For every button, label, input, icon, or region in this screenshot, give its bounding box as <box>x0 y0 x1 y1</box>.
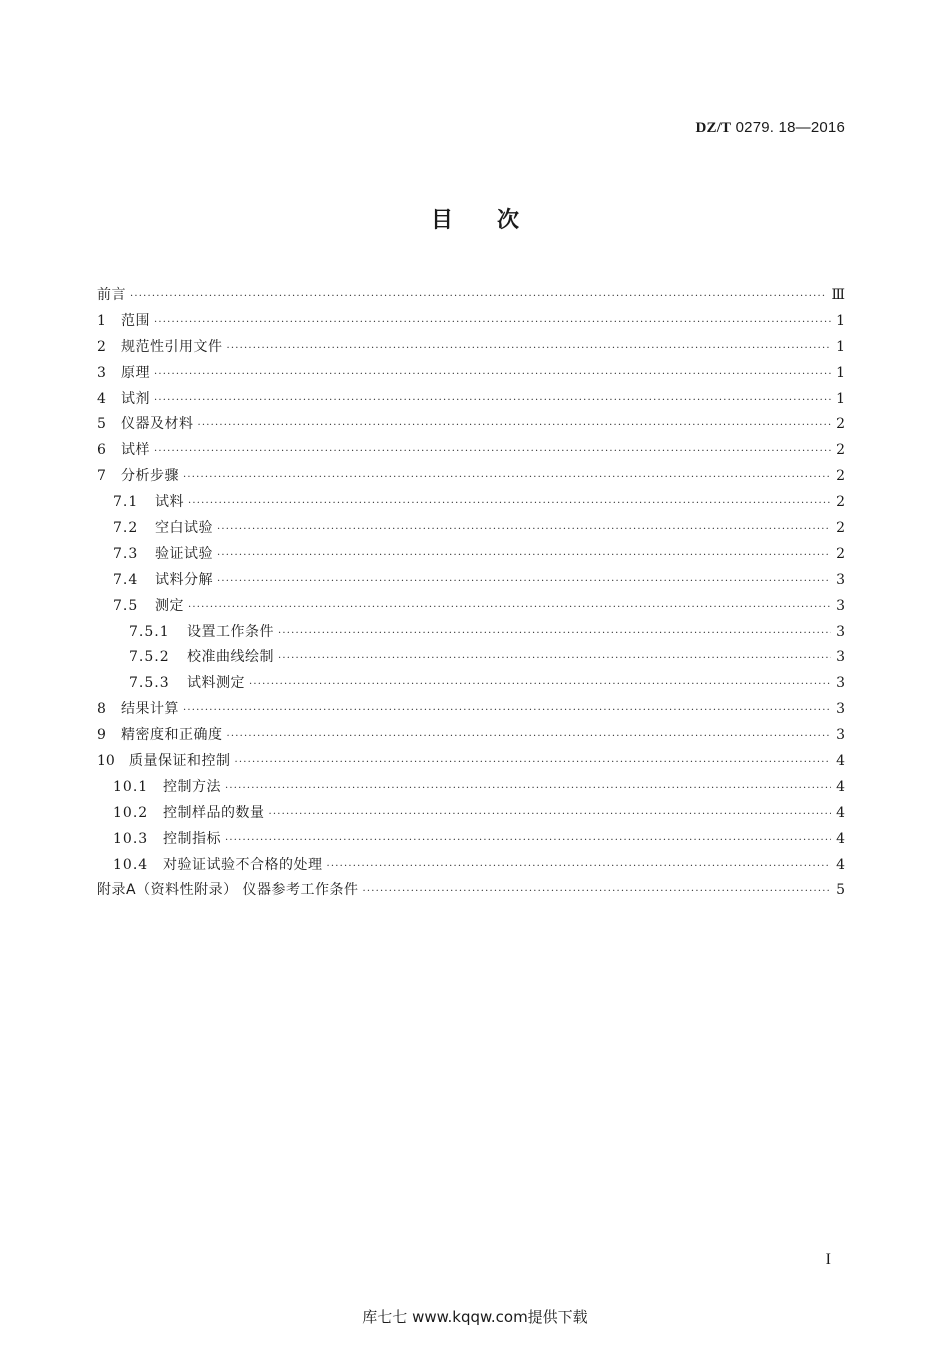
toc-entry-label: 分析步骤 <box>121 468 179 485</box>
toc-entry-label: 精密度和正确度 <box>121 727 223 744</box>
toc-entry[interactable] <box>97 336 845 362</box>
page-number: I <box>825 1251 831 1268</box>
toc-entry-label: 结果计算 <box>121 701 179 718</box>
toc-entry-page: 1 <box>836 390 845 407</box>
toc-entry-page: 3 <box>836 571 845 588</box>
toc-entry[interactable] <box>97 698 845 724</box>
toc-dot-leader <box>130 291 827 302</box>
toc-dot-leader <box>154 395 831 406</box>
toc-entry[interactable] <box>97 413 845 439</box>
toc-entry[interactable] <box>97 802 845 828</box>
toc-entry-page: 4 <box>836 804 845 821</box>
toc-entry[interactable] <box>97 750 845 776</box>
toc-dot-leader <box>154 369 831 380</box>
toc-entry-label: 附录A（资料性附录） 仪器参考工作条件 <box>97 882 359 899</box>
toc-entry-number: 7.5.2 <box>129 649 170 666</box>
toc-entry-number: 8 <box>97 701 106 718</box>
toc-entry-page: 1 <box>836 312 845 329</box>
toc-entry-page: 4 <box>836 753 845 770</box>
toc-dot-leader <box>278 628 831 639</box>
toc-dot-leader <box>154 446 831 457</box>
toc-entry-page: 4 <box>836 778 845 795</box>
toc-entry-page: 3 <box>836 623 845 640</box>
toc-entry-number: 10 <box>97 753 115 770</box>
toc-entry-page: 2 <box>836 520 845 537</box>
toc-entry-label: 原理 <box>121 364 150 381</box>
toc-entry-number: 7.2 <box>113 520 139 537</box>
toc-entry-label: 试料分解 <box>155 571 213 588</box>
toc-entry-label: 控制样品的数量 <box>163 804 265 821</box>
toc-dot-leader <box>227 731 832 742</box>
toc-entry-number: 10.4 <box>113 856 149 873</box>
standard-number: 0279. 18—2016 <box>735 119 845 136</box>
toc-entry[interactable] <box>97 465 845 491</box>
toc-entry-number: 7.1 <box>113 494 139 511</box>
download-footer: 库七七 www.kqqw.com提供下载 <box>362 1308 588 1326</box>
toc-entry-page: 2 <box>836 442 845 459</box>
toc-entry[interactable] <box>97 724 845 750</box>
toc-entry-label: 试料 <box>155 494 184 511</box>
toc-entry-page: 1 <box>836 338 845 355</box>
toc-entry-number: 7.4 <box>113 571 139 588</box>
toc-dot-leader <box>327 861 832 872</box>
toc-dot-leader <box>188 602 831 613</box>
toc-dot-leader <box>198 420 832 431</box>
toc-entry-page: 5 <box>836 882 845 899</box>
toc-dot-leader <box>154 317 831 328</box>
toc-entry-page: 4 <box>836 856 845 873</box>
toc-entry-label: 试料测定 <box>187 675 245 692</box>
toc-entry-label: 控制指标 <box>163 830 221 847</box>
toc-entry[interactable] <box>97 776 845 802</box>
toc-entry-label: 测定 <box>155 597 184 614</box>
toc-dot-leader <box>269 809 832 820</box>
toc-dot-leader <box>217 576 831 587</box>
toc-entry-page: 1 <box>836 364 845 381</box>
toc-entry-page: 3 <box>836 597 845 614</box>
toc-entry-label: 规范性引用文件 <box>121 338 223 355</box>
toc-entry[interactable] <box>97 439 845 465</box>
toc-dot-leader <box>183 472 831 483</box>
toc-entry-number: 7 <box>97 468 106 485</box>
toc-entry-label: 试样 <box>121 442 150 459</box>
toc-dot-leader <box>188 498 831 509</box>
toc-entry-label: 空白试验 <box>155 520 213 537</box>
toc-entry-page: 2 <box>836 416 845 433</box>
toc-entry-label: 前言 <box>97 287 126 303</box>
toc-entry[interactable] <box>97 595 845 621</box>
toc-dot-leader <box>217 524 831 535</box>
toc-entry[interactable] <box>97 310 845 336</box>
toc-entry[interactable] <box>97 621 845 647</box>
toc-dot-leader <box>249 679 831 690</box>
toc-dot-leader <box>278 653 831 664</box>
toc-dot-leader <box>225 835 831 846</box>
toc-entry-page: 2 <box>836 468 845 485</box>
toc-entry-number: 5 <box>97 416 106 433</box>
toc-entry-number: 7.5.1 <box>129 623 170 640</box>
toc-entry-label: 对验证试验不合格的处理 <box>163 856 323 873</box>
toc-entry-number: 3 <box>97 364 106 381</box>
toc-entry-label: 质量保证和控制 <box>129 753 231 770</box>
toc-entry-page: 3 <box>836 649 845 666</box>
toc-dot-leader <box>363 886 831 897</box>
toc-entry-label: 试剂 <box>121 390 150 407</box>
toc-dot-leader <box>217 550 831 561</box>
toc-entry-number: 10.1 <box>113 778 149 795</box>
toc-entry[interactable] <box>97 569 845 595</box>
toc-entry-number: 7.5 <box>113 597 139 614</box>
toc-entry[interactable] <box>97 879 845 905</box>
toc-dot-leader <box>225 783 831 794</box>
toc-entry-number: 4 <box>97 390 106 407</box>
toc-dot-leader <box>183 705 831 716</box>
toc-entry-number: 1 <box>97 312 106 329</box>
toc-entry[interactable] <box>97 284 845 310</box>
toc-entry-page: Ⅲ <box>831 287 845 303</box>
toc-dot-leader <box>227 343 832 354</box>
toc-entry-label: 仪器及材料 <box>121 416 194 433</box>
toc-entry-number: 7.5.3 <box>129 675 170 692</box>
toc-entry[interactable] <box>97 543 845 569</box>
toc-entry[interactable] <box>97 517 845 543</box>
toc-entry[interactable] <box>97 362 845 388</box>
toc-entry-number: 2 <box>97 338 106 355</box>
table-of-contents <box>97 284 845 905</box>
toc-entry-page: 3 <box>836 675 845 692</box>
toc-dot-leader <box>235 757 832 768</box>
toc-entry-label: 控制方法 <box>163 778 221 795</box>
toc-entry[interactable] <box>97 828 845 854</box>
toc-entry-page: 4 <box>836 830 845 847</box>
toc-entry-label: 设置工作条件 <box>187 623 274 640</box>
standard-code <box>695 119 845 137</box>
toc-entry[interactable] <box>97 854 845 880</box>
toc-entry-number: 10.3 <box>113 830 149 847</box>
toc-entry-page: 3 <box>836 701 845 718</box>
toc-entry-label: 范围 <box>121 312 150 329</box>
toc-entry-number: 7.3 <box>113 545 139 562</box>
toc-entry-page: 2 <box>836 494 845 511</box>
standard-prefix: DZ/T <box>695 120 732 136</box>
toc-entry-number: 9 <box>97 727 106 744</box>
toc-entry-page: 3 <box>836 727 845 744</box>
toc-entry[interactable] <box>97 672 845 698</box>
toc-entry-number: 10.2 <box>113 804 149 821</box>
toc-entry-label: 校准曲线绘制 <box>187 649 274 666</box>
toc-entry-number: 6 <box>97 442 106 459</box>
toc-entry-page: 2 <box>836 545 845 562</box>
toc-entry[interactable] <box>97 646 845 672</box>
toc-entry-label: 验证试验 <box>155 545 213 562</box>
toc-title: 目次 <box>430 208 563 233</box>
toc-entry[interactable] <box>97 491 845 517</box>
toc-entry[interactable] <box>97 388 845 414</box>
